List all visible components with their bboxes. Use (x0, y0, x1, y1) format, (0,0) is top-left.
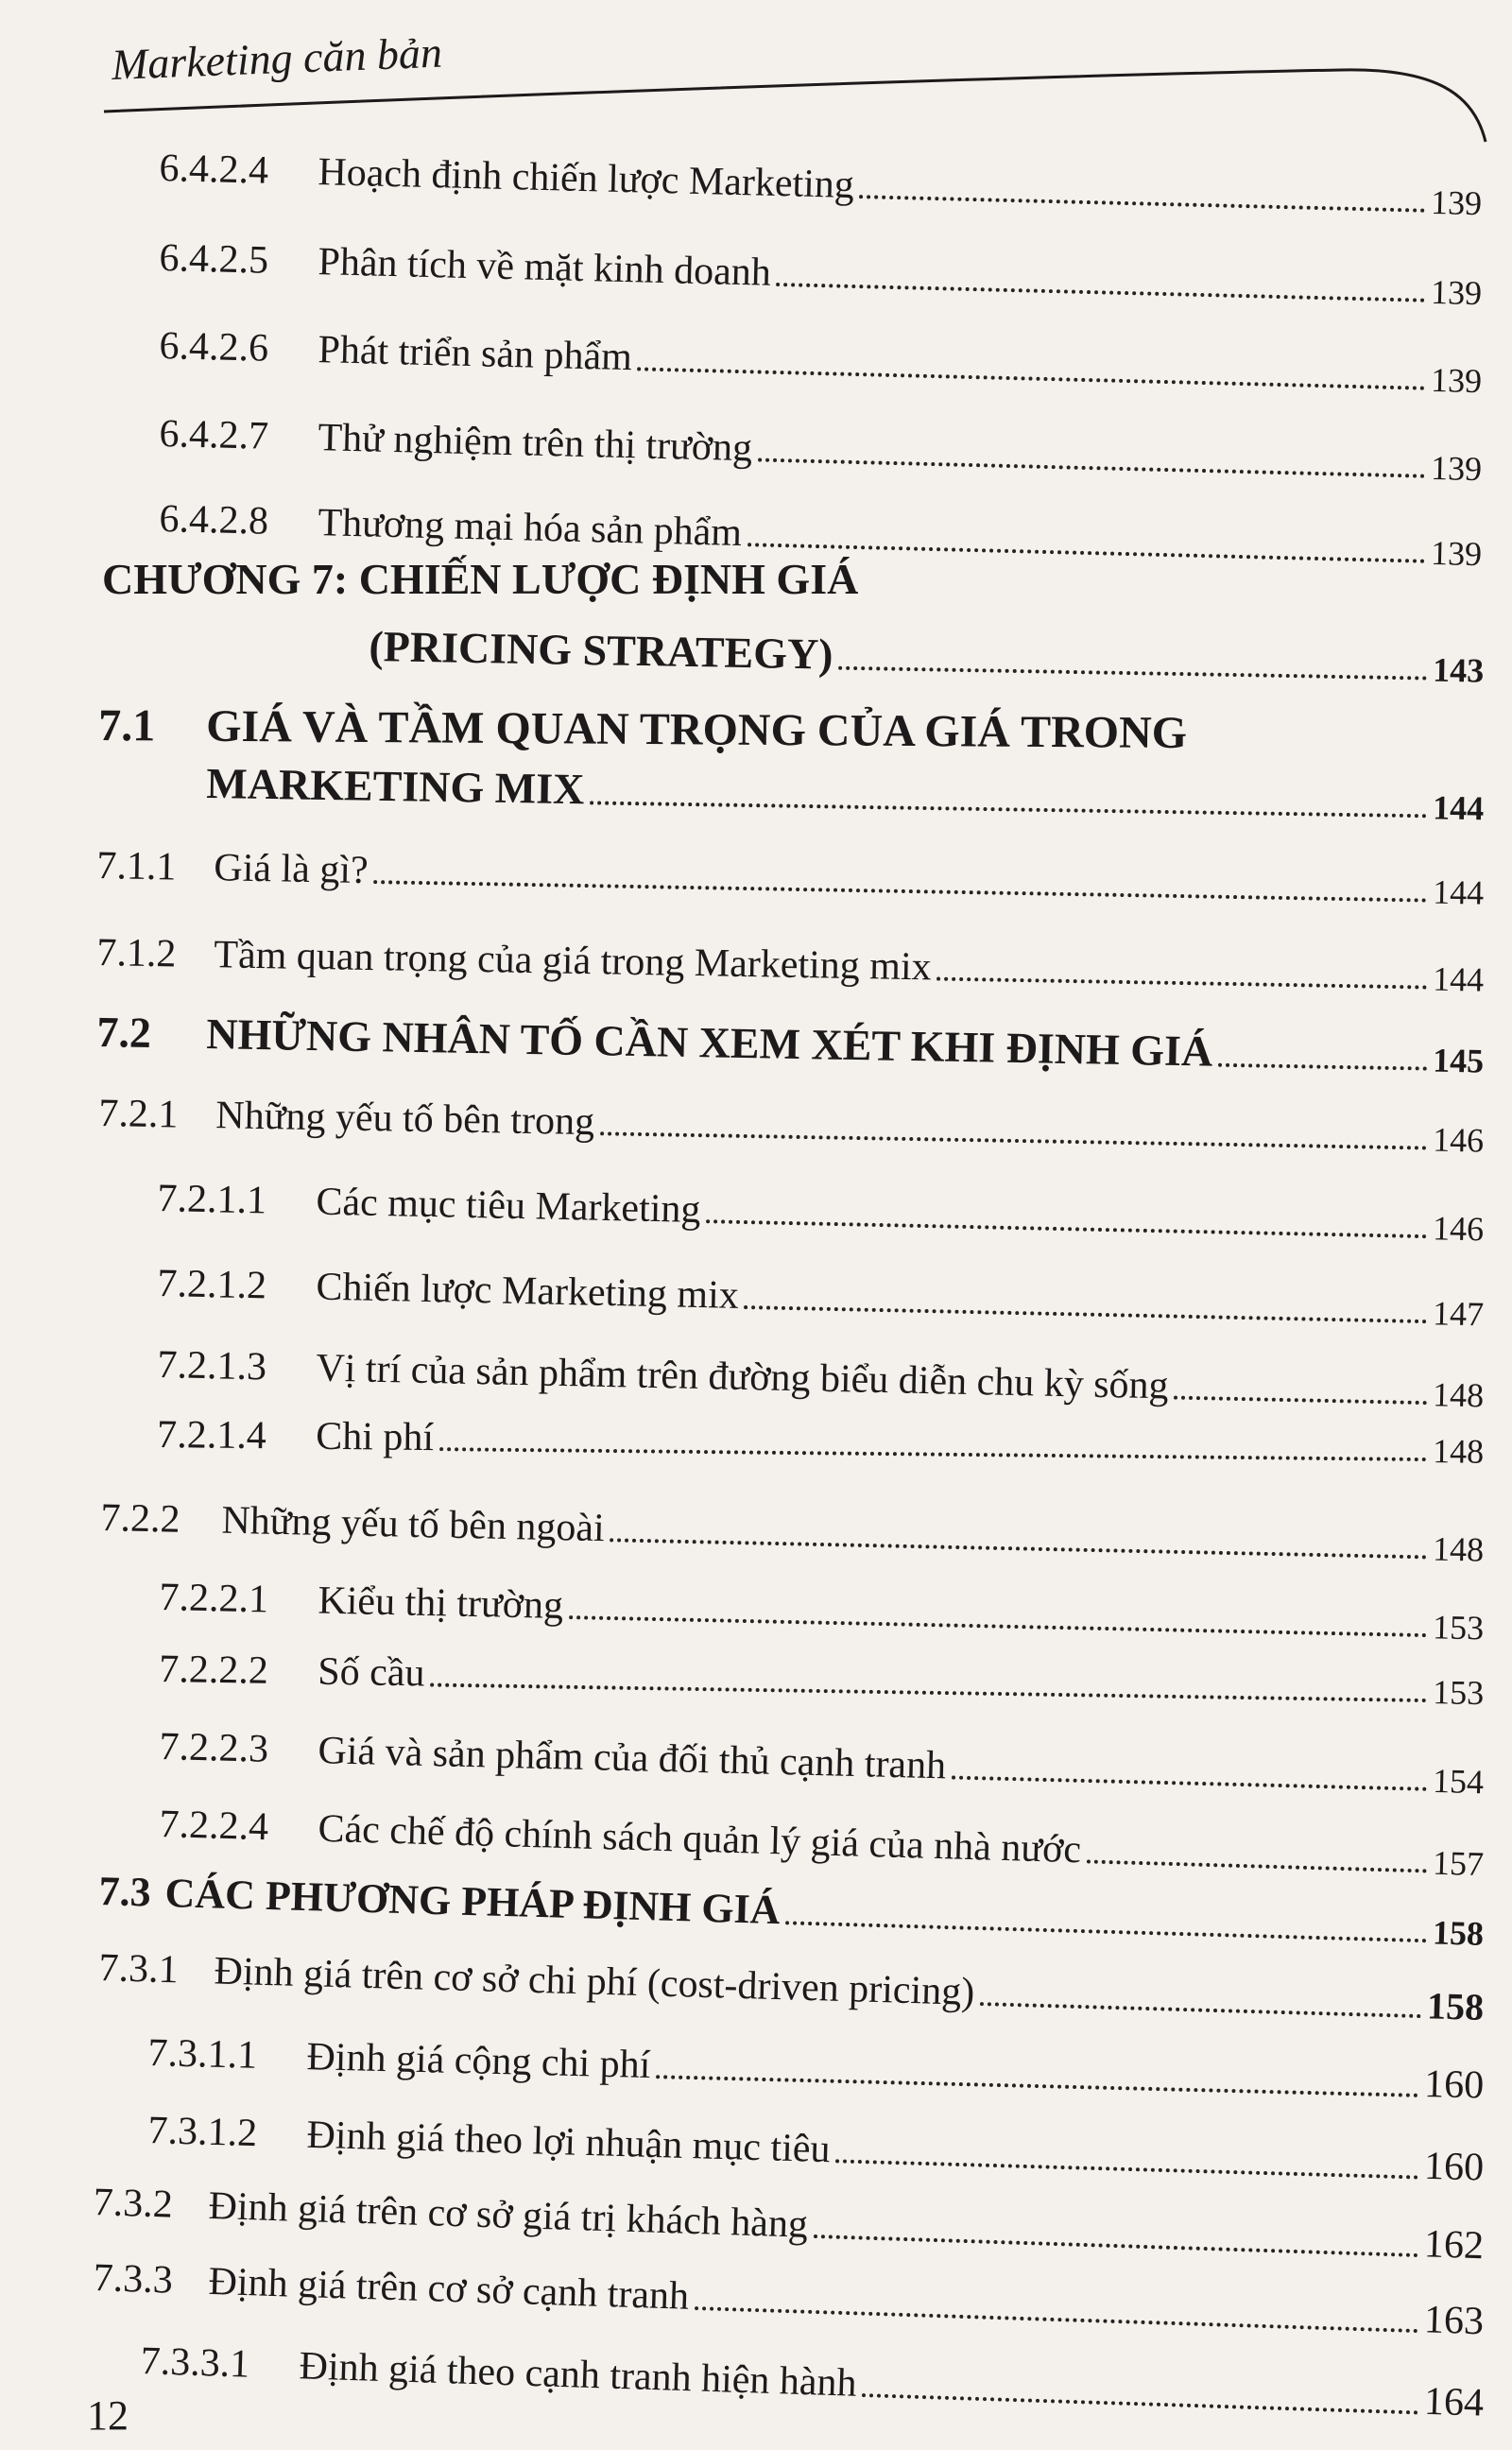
toc-entry-number: 6.4.2.5 (159, 236, 269, 283)
toc-entry[interactable] (206, 751, 1485, 828)
toc-entry-title: Các chế độ chính sách quản lý giá của nhà nước (317, 1806, 1082, 1872)
toc-entry-number: 7.2.2.4 (159, 1803, 269, 1850)
toc-entry-title: Vị trí của sản phẩm trên đường biểu diễn chu kỳ sống (315, 1346, 1170, 1408)
toc-entry[interactable] (140, 2327, 1485, 2426)
toc-entry-number: 7.1.2 (96, 931, 177, 976)
dot-leader (758, 457, 1425, 477)
toc-entry-page: 146 (1432, 1209, 1485, 1249)
toc-entry[interactable] (96, 832, 1485, 913)
toc-entry-page: 160 (1423, 2144, 1485, 2190)
toc-entry-page: 148 (1432, 1529, 1485, 1569)
toc-entry-number: 7.3.2 (93, 2181, 174, 2227)
toc-entry-page: 148 (1432, 1375, 1485, 1415)
toc-entry-number: 7.1 (98, 700, 156, 751)
toc-entry-page: 144 (1432, 788, 1485, 828)
toc-entry[interactable] (100, 1484, 1485, 1570)
toc-entry-title: Giá và sản phẩm của đối thủ cạnh tranh (317, 1729, 947, 1788)
toc-entry-page: 163 (1423, 2298, 1485, 2344)
toc-entry-number: 6.4.2.8 (159, 497, 269, 543)
toc-entry-page: 139 (1430, 272, 1483, 313)
dot-leader (860, 195, 1425, 213)
toc-entry[interactable] (159, 400, 1483, 489)
toc-entry[interactable] (159, 312, 1483, 401)
dot-leader (835, 2159, 1418, 2179)
toc-entry-number: 6.4.2.6 (159, 324, 269, 371)
toc-entry-page: 146 (1432, 1120, 1485, 1160)
dot-leader (1218, 1063, 1427, 1071)
toc-entry[interactable] (159, 1635, 1485, 1713)
toc-entry-page: 162 (1423, 2222, 1485, 2269)
running-header-title: Marketing căn bản (111, 27, 443, 89)
toc-entry-page: 153 (1432, 1608, 1485, 1648)
toc-entry-page: 147 (1432, 1294, 1485, 1334)
dot-leader (744, 1305, 1427, 1323)
toc-entry-title: Số cầu (317, 1649, 425, 1696)
dot-leader (862, 2393, 1418, 2414)
toc-entry-title: NHỮNG NHÂN TỐ CẦN XEM XÉT KHI ĐỊNH GIÁ (205, 1009, 1213, 1076)
toc-entry-number: 7.3.1 (98, 1946, 180, 1993)
dot-leader (1087, 1859, 1427, 1872)
toc-entry-title: Định giá cộng chi phí (305, 2035, 651, 2087)
toc-entry-page: 153 (1432, 1673, 1485, 1713)
toc-entry-title: Định giá trên cơ sở chi phí (cost-driven pricing) (213, 1949, 975, 2014)
toc-entry-page: 144 (1432, 959, 1485, 999)
toc-entry-title: Những yếu tố bên ngoài (220, 1498, 606, 1551)
dot-leader (610, 1538, 1427, 1559)
toc-entry-page: 139 (1430, 533, 1483, 574)
toc-entry-title: Chiến lược Marketing mix (315, 1265, 740, 1318)
toc-entry-page: 143 (1432, 650, 1485, 690)
toc-entry-number: 6.4.2.7 (159, 412, 269, 458)
dot-leader (785, 1921, 1427, 1942)
toc-entry-title: Phát triển sản phẩm (317, 328, 633, 380)
toc-entry-title: Thương mại hóa sản phẩm (317, 501, 743, 556)
toc-entry-page: 144 (1432, 872, 1485, 912)
toc-entry-page: 164 (1423, 2379, 1485, 2425)
toc-entry-page: 157 (1432, 1843, 1485, 1884)
toc-entry[interactable] (369, 614, 1485, 691)
toc-entry-title: CÁC PHƯƠNG PHÁP ĐỊNH GIÁ (164, 1869, 782, 1934)
toc-entry-number: 7.3.1.2 (147, 2109, 258, 2156)
toc-entry-number: 7.3 (98, 1868, 152, 1916)
dot-leader (776, 283, 1424, 302)
toc-entry-page: 160 (1423, 2062, 1485, 2108)
toc-entry[interactable] (98, 1934, 1485, 2029)
toc-entry-number: 7.3.3 (93, 2256, 174, 2303)
toc-entry-title: Định giá theo cạnh tranh hiện hành (298, 2344, 858, 2406)
toc-entry-number: 7.3.1.1 (147, 2031, 258, 2078)
toc-entry-page: 158 (1432, 1913, 1485, 1953)
toc-entry-number: 7.2 (96, 1008, 152, 1058)
toc-entry-number: 7.3.3.1 (140, 2339, 250, 2387)
toc-entry-number: 7.2.1.1 (157, 1177, 267, 1223)
dot-leader (600, 1131, 1427, 1149)
toc-entry-title: Kiểu thị trường (317, 1579, 564, 1628)
dot-leader (695, 2306, 1418, 2333)
page-number: 12 (87, 2392, 129, 2439)
toc-entry-number: 7.2.1.3 (157, 1343, 267, 1389)
toc-entry-title: Những yếu tố bên trong (215, 1094, 595, 1145)
toc-entry-number: 7.2.1 (98, 1092, 179, 1137)
toc-entry-title: Định giá theo lợi nhuận mục tiêu (305, 2113, 832, 2172)
toc-entry[interactable] (157, 1401, 1485, 1472)
section-title-line2: MARKETING MIX (206, 759, 585, 814)
toc-entry[interactable] (98, 1079, 1485, 1161)
toc-entry[interactable] (96, 919, 1485, 1000)
toc-entry-page: 139 (1430, 360, 1483, 401)
toc-entry-number: 7.2.2 (100, 1496, 180, 1542)
toc-entry-number: 7.2.2.3 (159, 1725, 269, 1771)
toc-entry-number: 7.2.2.1 (159, 1576, 269, 1622)
toc-entry-title: Phân tích về mặt kinh doanh (317, 240, 772, 295)
dot-leader (569, 1615, 1427, 1637)
toc-entry-number: 7.2.1.4 (157, 1413, 266, 1458)
toc-entry-number: 6.4.2.4 (159, 147, 269, 193)
dot-leader (439, 1447, 1427, 1461)
dot-leader (1174, 1396, 1427, 1406)
toc-entry-page: 139 (1430, 182, 1483, 223)
toc-entry[interactable] (159, 1713, 1485, 1802)
dot-leader (838, 666, 1427, 681)
dot-leader (980, 2002, 1421, 2018)
toc-entry-title: Tầm quan trọng của giá trong Marketing mix (213, 933, 932, 990)
toc-entry-page: 158 (1426, 1984, 1485, 2028)
chapter-heading (102, 554, 858, 604)
toc-entry[interactable] (96, 1000, 1485, 1081)
dot-leader (373, 880, 1427, 902)
toc-entry-title: Giá là gì? (213, 846, 369, 893)
toc-entry-number: 7.2.1.2 (157, 1262, 267, 1308)
toc-entry[interactable] (147, 2019, 1485, 2109)
dot-leader (814, 2234, 1418, 2257)
dot-leader (656, 2075, 1418, 2097)
dot-leader (706, 1219, 1427, 1238)
dot-leader (952, 1775, 1427, 1790)
toc-entry-title: Hoạch định chiến lược Marketing (317, 150, 855, 207)
toc-entry-page: 145 (1432, 1041, 1485, 1080)
toc-entry-title: Thử nghiệm trên thị trường (317, 416, 753, 471)
dot-leader (590, 801, 1427, 818)
toc-entry-title: Định giá trên cơ sở giá trị khách hàng (207, 2183, 809, 2247)
dot-leader (936, 977, 1427, 990)
chapter-title-line1: CHƯƠNG 7: CHIẾN LƯỢC ĐỊNH GIÁ (102, 555, 859, 603)
toc-entry[interactable] (157, 1250, 1485, 1334)
toc-entry-title: Chi phí (316, 1414, 435, 1460)
toc-entry-number: 7.1.1 (96, 844, 177, 889)
toc-entry-page: 139 (1430, 448, 1483, 489)
toc-entry[interactable] (159, 224, 1483, 313)
toc-entry[interactable] (159, 1563, 1485, 1648)
chapter-title-line2: (PRICING STRATEGY) (369, 622, 833, 679)
toc-entry-title: Các mục tiêu Marketing (315, 1180, 701, 1233)
section-title-line1: GIÁ VÀ TẦM QUAN TRỌNG CỦA GIÁ TRONG (206, 700, 1188, 759)
toc-entry-title: Định giá trên cơ sở cạnh tranh (207, 2259, 690, 2319)
section-heading (98, 699, 1187, 759)
toc-entry[interactable] (159, 134, 1483, 223)
toc-entry-page: 154 (1432, 1761, 1485, 1802)
toc-entry-number: 7.2.2.2 (159, 1648, 269, 1693)
dot-leader (430, 1683, 1427, 1703)
toc-entry[interactable] (157, 1165, 1485, 1249)
dot-leader (638, 367, 1425, 389)
toc-entry-page: 148 (1432, 1432, 1485, 1471)
